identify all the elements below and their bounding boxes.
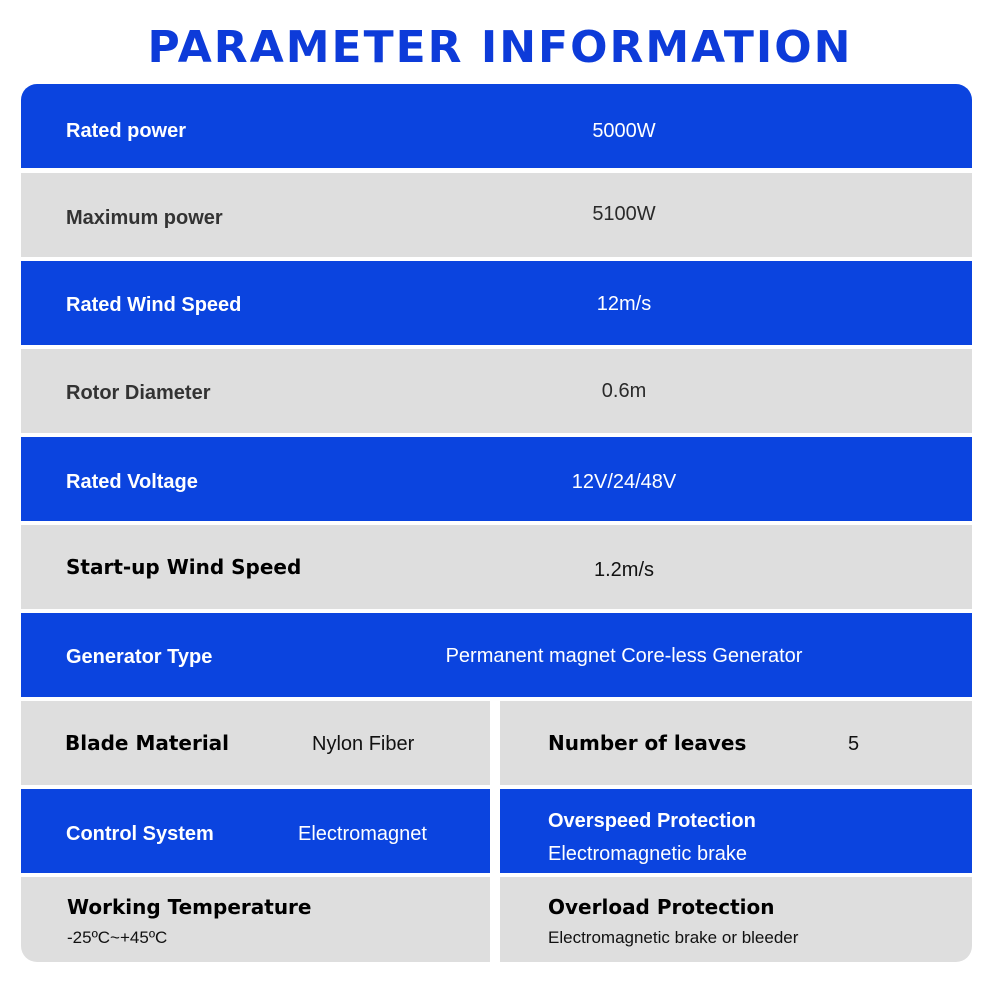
row-value: 1.2m/s: [593, 559, 655, 581]
table-row: [21, 437, 972, 521]
table-row: [21, 525, 972, 609]
table-cell: [21, 701, 490, 785]
row-label: Rated Voltage: [66, 471, 198, 493]
parameter-table: [21, 84, 972, 962]
row-label: Generator Type: [66, 646, 213, 668]
cell-label: Overspeed Protection: [548, 810, 756, 832]
table-row: [21, 173, 972, 257]
row-label: Start-up Wind Speed: [66, 555, 302, 579]
cell-value: -25ºC~+45ºC: [67, 928, 168, 947]
row-value: 12m/s: [596, 293, 652, 315]
row-value: 5100W: [592, 203, 656, 225]
table-cell: [21, 877, 490, 962]
cell-label: Overload Protection: [548, 895, 775, 919]
table-cell: [500, 877, 972, 962]
cell-value: Electromagnetic brake: [548, 843, 747, 865]
row-label: Maximum power: [66, 207, 223, 229]
table-row: [21, 349, 972, 433]
cell-value: Electromagnet: [298, 823, 427, 845]
table-cell: [500, 701, 972, 785]
row-label: Rotor Diameter: [66, 382, 211, 404]
row-label: Rated power: [66, 120, 187, 142]
table-cell: [21, 789, 490, 873]
table-cell: [500, 789, 972, 873]
row-label: Rated Wind Speed: [66, 294, 242, 316]
row-value: 12V/24/48V: [571, 471, 677, 493]
table-row: [21, 84, 972, 168]
table-row: [21, 261, 972, 345]
row-value: 5000W: [592, 120, 656, 142]
cell-value: Electromagnetic brake or bleeder: [548, 928, 799, 947]
cell-label: Blade Material: [65, 731, 230, 755]
page-title: PARAMETER INFORMATION: [147, 22, 853, 73]
cell-label: Working Temperature: [67, 895, 312, 919]
table-row: [21, 613, 972, 697]
cell-label: Number of leaves: [548, 731, 747, 755]
row-value: 0.6m: [601, 380, 647, 402]
cell-value: Nylon Fiber: [312, 733, 415, 755]
cell-value: 5: [848, 733, 860, 755]
cell-label: Control System: [66, 823, 214, 845]
row-value: Permanent magnet Core-less Generator: [445, 645, 803, 667]
